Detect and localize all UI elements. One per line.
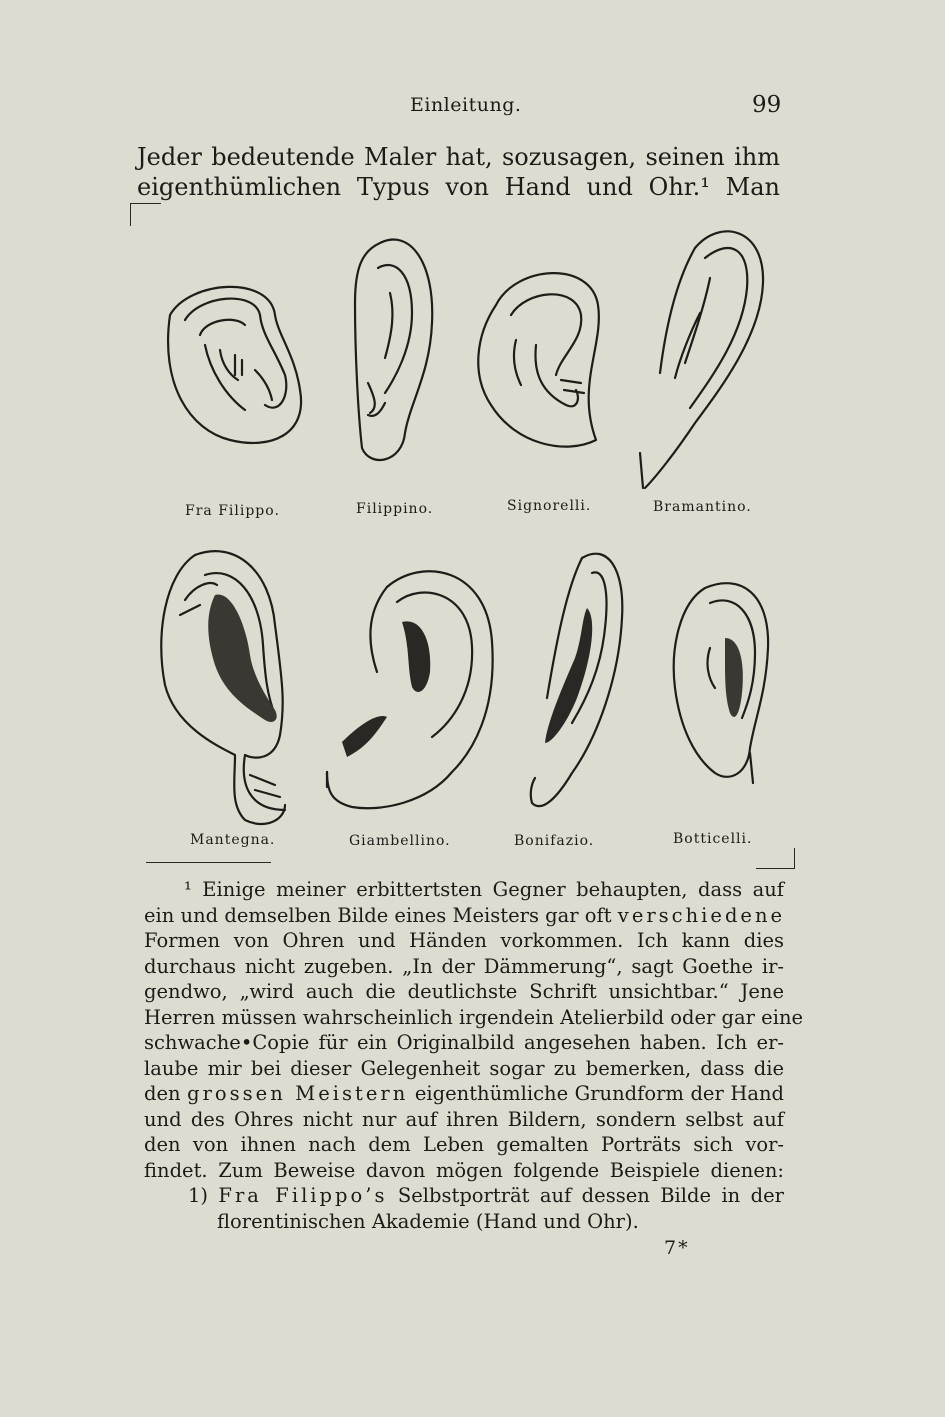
ear-illustration-fra-filippo	[160, 275, 310, 450]
footnote-rule	[146, 862, 271, 863]
printer-signature: 7*	[664, 1237, 690, 1259]
footnote-emphasis: Fra Filippo’s	[218, 1184, 388, 1207]
body-text	[137, 142, 780, 202]
figure-caption: Filippino.	[356, 501, 434, 517]
figure-caption: Bonifazio.	[514, 833, 595, 849]
footnote-text: ein und demselben Bilde eines Meisters gar oft	[144, 903, 618, 927]
footnote-line: schwache•Copie für ein Originalbild angesehen haben. Ich er-	[144, 1031, 784, 1054]
ear-illustration-bonifazio	[527, 548, 627, 813]
figure-corner-mark	[130, 203, 161, 226]
body-line: Jeder bedeutende Maler hat, sozusagen, seinen ihm	[137, 143, 780, 171]
footnote-text: eigenthümliche Grundform der Hand	[408, 1082, 784, 1105]
footnote-line: Formen von Ohren und Händen vorkommen. Ich kann dies	[144, 929, 784, 952]
figure-caption: Signorelli.	[507, 498, 592, 514]
ear-illustration-botticelli	[670, 578, 775, 788]
footnote-line: ¹ Einige meiner erbittertsten Gegner behaupten, dass auf	[184, 878, 784, 901]
footnote-line: den von ihnen nach dem Leben gemalten Porträts sich vor-	[144, 1133, 784, 1156]
page-number: 99	[752, 92, 782, 118]
ear-illustration-giambellino	[322, 562, 497, 817]
footnote-text: 1)	[188, 1184, 219, 1207]
figure-caption: Giambellino.	[349, 833, 451, 849]
footnote-emphasis: verschiedene	[617, 903, 786, 927]
footnote-line: durchaus nicht zugeben. „In der Dämmerung“, sagt Goethe ir-	[144, 954, 784, 978]
footnote-line	[144, 1081, 784, 1107]
footnote-line	[144, 903, 784, 929]
figure-corner-mark	[756, 848, 795, 869]
figure-caption: Bramantino.	[653, 499, 752, 515]
footnote-line: gendwo, „wird auch die deutlichste Schrift unsichtbar.“ Jene	[144, 980, 784, 1003]
running-title: Einleitung.	[410, 94, 522, 116]
footnote-line: Herren müssen wahrscheinlich irgendein Atelierbild oder gar eine	[144, 1005, 804, 1029]
footnote-line: florentinischen Akademie (Hand und Ohr).	[217, 1209, 639, 1233]
ear-illustration-mantegna	[155, 545, 295, 830]
footnote-line: und des Ohres nicht nur auf ihren Bildern, sondern selbst auf	[144, 1107, 784, 1131]
footnote-text: den	[144, 1082, 188, 1105]
body-line: eigenthümlichen Typus von Hand und Ohr.¹ Man	[137, 173, 780, 201]
footnote-line	[144, 1183, 784, 1209]
footnote-line: findet. Zum Beweise davon mögen folgende Beispiele dienen:	[144, 1158, 784, 1182]
running-head	[0, 94, 945, 124]
figure-caption: Fra Filippo.	[185, 503, 280, 519]
footnote	[144, 877, 804, 1234]
ear-illustration-filippino	[350, 233, 440, 468]
footnote-emphasis: grossen Meistern	[187, 1082, 409, 1105]
figure-caption: Botticelli.	[673, 831, 753, 847]
footnote-line: laube mir bei dieser Gelegenheit sogar zu bemerken, dass die	[144, 1056, 784, 1080]
footnote-text: Selbstporträt auf dessen Bilde in der	[387, 1184, 784, 1207]
ear-illustration-bramantino	[635, 223, 770, 493]
figure-caption: Mantegna.	[190, 832, 276, 848]
ear-illustration-signorelli	[476, 265, 606, 455]
